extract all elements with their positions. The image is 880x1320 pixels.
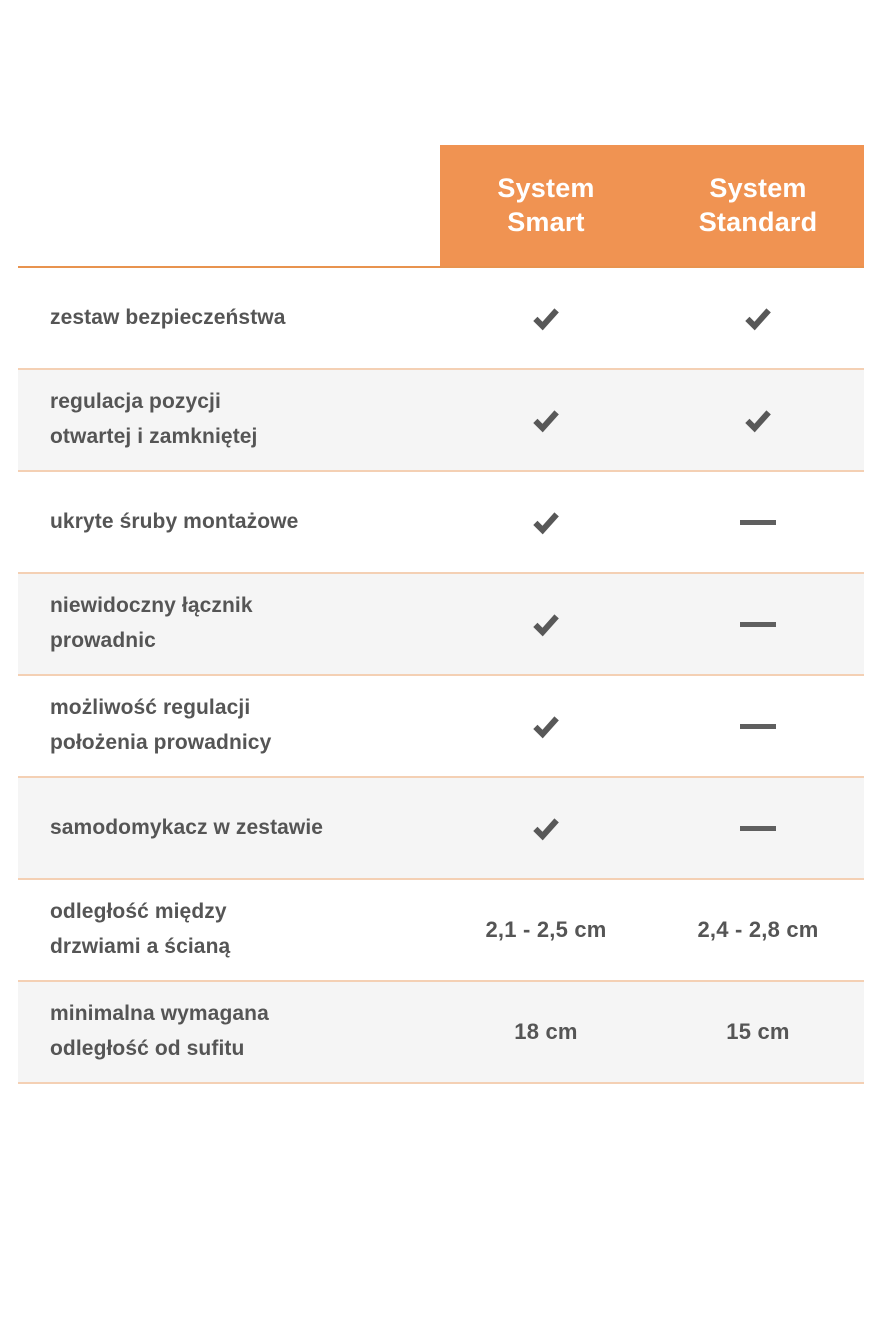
- row-label-line1: możliwość regulacji: [50, 696, 251, 720]
- row-label-line2: otwartej i zamkniętej: [50, 425, 258, 448]
- table-bottom-separator: [18, 1082, 864, 1084]
- row-label-line2: prowadnic: [50, 629, 156, 652]
- cell-standard: [652, 520, 864, 525]
- table-header: [18, 145, 864, 266]
- cell-standard: 15 cm: [726, 1019, 790, 1044]
- row-label-line1: odległość między: [50, 900, 227, 924]
- table-row: [18, 268, 864, 368]
- cell-smart: [440, 301, 652, 335]
- row-label: [18, 301, 440, 336]
- cell-standard: [652, 826, 864, 831]
- row-label-line1: zestaw bezpieczeństwa: [50, 305, 286, 329]
- row-label-line1: samodomykacz w zestawie: [50, 815, 324, 839]
- column-header-standard-line1: System: [709, 173, 807, 204]
- cell-smart: [440, 505, 652, 539]
- cell-smart: [440, 811, 652, 845]
- table-row: [18, 880, 864, 980]
- cell-smart: 18 cm: [514, 1019, 578, 1044]
- check-icon: [529, 505, 563, 539]
- row-label-line1: ukryte śruby montażowe: [50, 509, 299, 533]
- dash-icon: [740, 826, 776, 831]
- system-comparison-table: [18, 145, 864, 1084]
- row-label-line1: regulacja pozycji: [50, 390, 221, 414]
- check-icon: [741, 301, 775, 335]
- check-icon: [529, 607, 563, 641]
- cell-smart: [440, 403, 652, 437]
- dash-icon: [740, 724, 776, 729]
- check-icon: [529, 709, 563, 743]
- row-label-line2: odległość od sufitu: [50, 1037, 245, 1060]
- cell-standard: 2,4 - 2,8 cm: [697, 917, 819, 942]
- cell-smart: [440, 607, 652, 641]
- table-row: [18, 676, 864, 776]
- dash-icon: [740, 520, 776, 525]
- cell-standard: [652, 622, 864, 627]
- check-icon: [529, 301, 563, 335]
- table-row: [18, 982, 864, 1082]
- check-icon: [529, 811, 563, 845]
- row-label: [18, 385, 440, 454]
- row-label-line2: drzwiami a ścianą: [50, 935, 231, 958]
- check-icon: [529, 403, 563, 437]
- row-label-line1: niewidoczny łącznik: [50, 594, 253, 618]
- row-label: [18, 895, 440, 964]
- row-label: [18, 691, 440, 760]
- row-label: [18, 811, 440, 846]
- header-feature-column-spacer: [18, 145, 440, 266]
- column-header-smart-line2: Smart: [507, 206, 585, 237]
- cell-standard: [652, 403, 864, 437]
- table-row: [18, 472, 864, 572]
- column-header-standard: [652, 145, 864, 266]
- column-header-smart: [440, 145, 652, 266]
- row-label-line1: minimalna wymagana: [50, 1002, 269, 1026]
- row-label-line2: położenia prowadnicy: [50, 731, 272, 754]
- row-label: [18, 997, 440, 1066]
- table-row: [18, 370, 864, 470]
- cell-smart: [440, 709, 652, 743]
- column-header-smart-line1: System: [497, 173, 595, 204]
- cell-smart: 2,1 - 2,5 cm: [485, 917, 607, 942]
- column-header-standard-line2: Standard: [698, 206, 818, 237]
- table-row: [18, 574, 864, 674]
- table-row: [18, 778, 864, 878]
- cell-standard: [652, 724, 864, 729]
- row-label: [18, 589, 440, 658]
- dash-icon: [740, 622, 776, 627]
- cell-standard: [652, 301, 864, 335]
- row-label: [18, 505, 440, 540]
- check-icon: [741, 403, 775, 437]
